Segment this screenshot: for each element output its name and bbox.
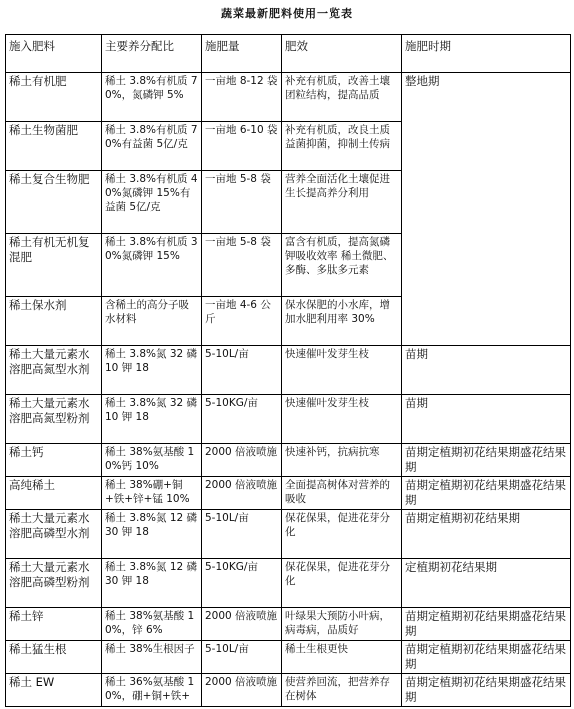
cell-fertilizer-name: 稀土复合生物肥: [6, 171, 102, 234]
cell-effect: 保花保果，促进花芽分化: [282, 510, 402, 559]
cell-fertilizer-name: 稀土有机肥: [6, 73, 102, 122]
cell-application-amount: 2000 倍液喷施: [202, 608, 282, 641]
cell-nutrient-ratio: 稀土 3.8%氮 12 磷 30 钾 18: [102, 559, 202, 608]
cell-nutrient-ratio: 稀土 38%硼+铜+铁+锌+锰 10%: [102, 477, 202, 510]
cell-effect: 富含有机质，提高氮磷钾吸收效率 稀土微肥、多酶、多肽多元素: [282, 234, 402, 297]
cell-application-amount: 一亩地 8-12 袋: [202, 73, 282, 122]
table-row: [6, 674, 571, 707]
table-row: [6, 73, 571, 122]
table-row: [6, 559, 571, 608]
cell-effect: 稀土生根更快: [282, 641, 402, 674]
table-row: [6, 477, 571, 510]
cell-fertilizer-name: 稀土大量元素水溶肥高氮型水剂: [6, 346, 102, 395]
cell-nutrient-ratio: 稀土 3.8%氮 32 磷 10 钾 18: [102, 346, 202, 395]
cell-fertilizer-name: 稀土生物菌肥: [6, 122, 102, 171]
cell-application-period: 苗期定植期初花结果期: [402, 510, 571, 559]
cell-nutrient-ratio: 稀土 36%氨基酸 10%，硼+铜+铁+: [102, 674, 202, 707]
cell-effect: 快速催叶发芽生枝: [282, 346, 402, 395]
cell-application-amount: 一亩地 6-10 袋: [202, 122, 282, 171]
cell-application-period: 定植期初花结果期: [402, 559, 571, 608]
cell-nutrient-ratio: 稀土 3.8%氮 12 磷 30 钾 18: [102, 510, 202, 559]
table-row: [6, 346, 571, 395]
cell-nutrient-ratio: 含稀土的高分子吸水材料: [102, 297, 202, 346]
cell-effect: 营养全面活化土壤促进生长提高养分利用: [282, 171, 402, 234]
header-effect: 肥效: [282, 35, 402, 73]
table-row: [6, 608, 571, 641]
cell-effect: 快速催叶发芽生枝: [282, 395, 402, 444]
table-header-row: [6, 35, 571, 73]
cell-fertilizer-name: 稀土 EW: [6, 674, 102, 707]
cell-application-period: 苗期: [402, 346, 571, 395]
cell-fertilizer-name: 稀土有机无机复混肥: [6, 234, 102, 297]
cell-application-amount: 5-10L/亩: [202, 346, 282, 395]
cell-effect: 保花保果，促进花芽分化: [282, 559, 402, 608]
cell-application-amount: 5-10L/亩: [202, 510, 282, 559]
cell-nutrient-ratio: 稀土 38%氨基酸 10%，锌 6%: [102, 608, 202, 641]
cell-application-amount: 一亩地 5-8 袋: [202, 234, 282, 297]
cell-fertilizer-name: 稀土保水剂: [6, 297, 102, 346]
cell-nutrient-ratio: 稀土 38%氨基酸 10%钙 10%: [102, 444, 202, 477]
cell-effect: 使营养回流，把营养存在树体: [282, 674, 402, 707]
cell-application-amount: 5-10KG/亩: [202, 559, 282, 608]
cell-application-amount: 2000 倍液喷施: [202, 674, 282, 707]
cell-application-amount: 一亩地 4-6 公斤: [202, 297, 282, 346]
cell-nutrient-ratio: 稀土 3.8%氮 32 磷 10 钾 18: [102, 395, 202, 444]
cell-fertilizer-name: 稀土大量元素水溶肥高氮型粉剂: [6, 395, 102, 444]
cell-nutrient-ratio: 稀土 3.8%有机质 70%，氮磷钾 5%: [102, 73, 202, 122]
cell-application-period: 苗期定植期初花结果期盛花结果期: [402, 444, 571, 477]
table-row: [6, 510, 571, 559]
cell-application-period: 整地期: [402, 73, 571, 346]
header-amount: 施肥量: [202, 35, 282, 73]
cell-application-period: 苗期定植期初花结果期盛花结果期: [402, 477, 571, 510]
cell-fertilizer-name: 稀土钙: [6, 444, 102, 477]
cell-application-amount: 2000 倍液喷施: [202, 444, 282, 477]
cell-fertilizer-name: 稀土大量元素水溶肥高磷型粉剂: [6, 559, 102, 608]
cell-nutrient-ratio: 稀土 3.8%有机质 70%有益菌 5亿/克: [102, 122, 202, 171]
cell-fertilizer-name: 高纯稀土: [6, 477, 102, 510]
cell-effect: 补充有机质，改善土壤团粒结构，提高品质: [282, 73, 402, 122]
table-row: [6, 444, 571, 477]
header-period: 施肥时期: [402, 35, 571, 73]
cell-application-period: 苗期定植期初花结果期盛花结果期: [402, 608, 571, 641]
cell-nutrient-ratio: 稀土 3.8%有机质 30%氮磷钾 15%: [102, 234, 202, 297]
cell-effect: 保水保肥的小水库，增加水肥利用率 30%: [282, 297, 402, 346]
cell-application-period: 苗期: [402, 395, 571, 444]
cell-effect: 全面提高树体对营养的吸收: [282, 477, 402, 510]
cell-effect: 叶绿果大预防小叶病，病毒病，品质好: [282, 608, 402, 641]
table-row: [6, 641, 571, 674]
cell-application-amount: 2000 倍液喷施: [202, 477, 282, 510]
cell-application-amount: 5-10L/亩: [202, 641, 282, 674]
fertilizer-table: [5, 34, 571, 707]
header-fertilizer: 施入肥料: [6, 35, 102, 73]
table-row: [6, 395, 571, 444]
page-title: 蔬菜最新肥料使用一览表: [221, 7, 353, 20]
cell-fertilizer-name: 稀土猛生根: [6, 641, 102, 674]
cell-application-period: 苗期定植期初花结果期盛花结果期: [402, 674, 571, 707]
cell-effect: 补充有机质，改良土质益菌抑菌，抑制土传病: [282, 122, 402, 171]
cell-fertilizer-name: 稀土锌: [6, 608, 102, 641]
cell-application-amount: 5-10KG/亩: [202, 395, 282, 444]
cell-nutrient-ratio: 稀土 38%生根因子: [102, 641, 202, 674]
cell-application-period: 苗期定植期初花结果期盛花结果期: [402, 641, 571, 674]
cell-nutrient-ratio: 稀土 3.8%有机质 40%氮磷钾 15%有益菌 5亿/克: [102, 171, 202, 234]
cell-application-amount: 一亩地 5-8 袋: [202, 171, 282, 234]
cell-fertilizer-name: 稀土大量元素水溶肥高磷型水剂: [6, 510, 102, 559]
header-ratio: 主要养分配比: [102, 35, 202, 73]
cell-effect: 快速补钙，抗病抗寒: [282, 444, 402, 477]
